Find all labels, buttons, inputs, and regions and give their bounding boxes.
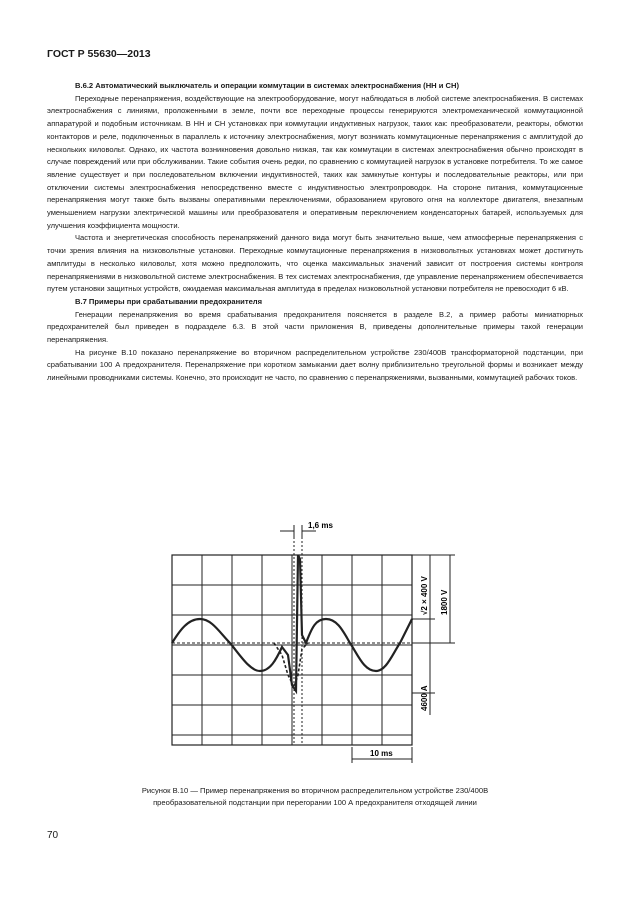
oscillogram-svg	[150, 515, 480, 775]
section-heading-b62: В.6.2 Автоматический выключатель и операции коммутации в системах электроснабжения (НН и СН)	[75, 81, 460, 90]
oscillogram-grid	[172, 555, 412, 745]
label-sqrt2-400v: √2 × 400 V	[420, 576, 429, 615]
figure-caption: Рисунок В.10 — Пример перенапряжения во вторичном распределительном устройстве 230/400В преобразовательной подстанции при перегорании 100 А предохранителя отходящей линии	[141, 786, 489, 807]
body-text	[47, 80, 583, 385]
current-waveform	[274, 643, 308, 687]
paragraph-b7-2: На рисунке В.10 показано перенапряжение во вторичном распределительном устройстве 230/400В трансформаторной подстанции, при срабатывании 100 А предохранителя. Перенапряжение при коротком замыкании дает волну приблизительно треугольной формы и возникает между линейными проводниками системы. Конечно, это происходит не часто, по сравнению с перенапряжениями, вызванными, коммутацией рабочих токов.	[47, 347, 583, 383]
section-heading-b7: В.7 Примеры при срабатывании предохранителя	[75, 296, 263, 306]
paragraph-b7-1: Генерации перенапряжения во время срабатывания предохранителя поясняется в разделе В.2, а пример работы миниатюрных предохранителей был приведен в подразделе 6.3. В этой части приложения В, приведены дополнительные примеры такой генерации перенапряжения.	[47, 309, 583, 345]
label-4600a: 4600 A	[420, 685, 429, 711]
standard-header: ГОСТ Р 55630—2013	[47, 48, 151, 60]
paragraph-b62-2: Частота и энергетическая способность перенапряжений данного вида могут быть значительно выше, чем атмосферные перенапряжения с точки зрения влияния на низковольтные установки. Переходные коммутационные перенапряжения в низковольтных установках может достигнуть амплитуды в несколько киловольт, хотя можно предположить, что оценка максимальных значений зависит от построения системы контроля перенапряжениями в низковольтной системе электроснабжения. В тех системах электроснабжения, где управление перенапряжением обеспечивается путем установки защитных устройств, ожидаемая максимальная амплитуда в пределах низковольтной установки потребителя не превосходит 6 кВ.	[47, 233, 583, 294]
oscillogram-figure	[150, 515, 480, 775]
label-10-ms: 10 ms	[370, 749, 393, 758]
page-number: 70	[47, 830, 59, 841]
label-1-6-ms: 1,6 ms	[308, 521, 333, 530]
paragraph-b62-1: Переходные перенапряжения, воздействующие на электрооборудование, могут наблюдаться в любой системе электроснабжения. В системах электроснабжения с линиями, проложенными в земле, почти все переходные процессы генерируются электромеханической коммутационной аппаратурой и подобным источникам. В НН и СН установках при коммутации индуктивных нагрузок, таких как: преобразователи, реакторы, обмотки контакторов и реле, подключенных в параллель к источнику электроснабжения, могут возникать коммутационные перенапряжения с амплитудой до нескольких киловольт. Однако, их частота возникновения довольно низкая, так как коммутации в системах электроснабжения обычно происходят в случае повреждений или при обслуживании. Такие события очень редки, по сравнению с коммутацией нагрузок в установке потребителя. То же самое явление существует и при последовательном включении индуктивностей, таких как замкнутые контуры и последовательные реакторы, или при отключении системы электроснабжения непосредственно вместе с индуктивностью электропроводок. На стороне питания, коммутационные перенапряжения могут также быть вызваны оперативными переключениями, образованием кругового огня на коллекторе двигателя, внезапным уменьшением нагрузки электрической машины или преобразователя и оперативным переключением конденсаторных батарей, используемых для улучшения коэффициента мощности.	[47, 93, 583, 230]
label-1800v: 1800 V	[440, 589, 449, 615]
